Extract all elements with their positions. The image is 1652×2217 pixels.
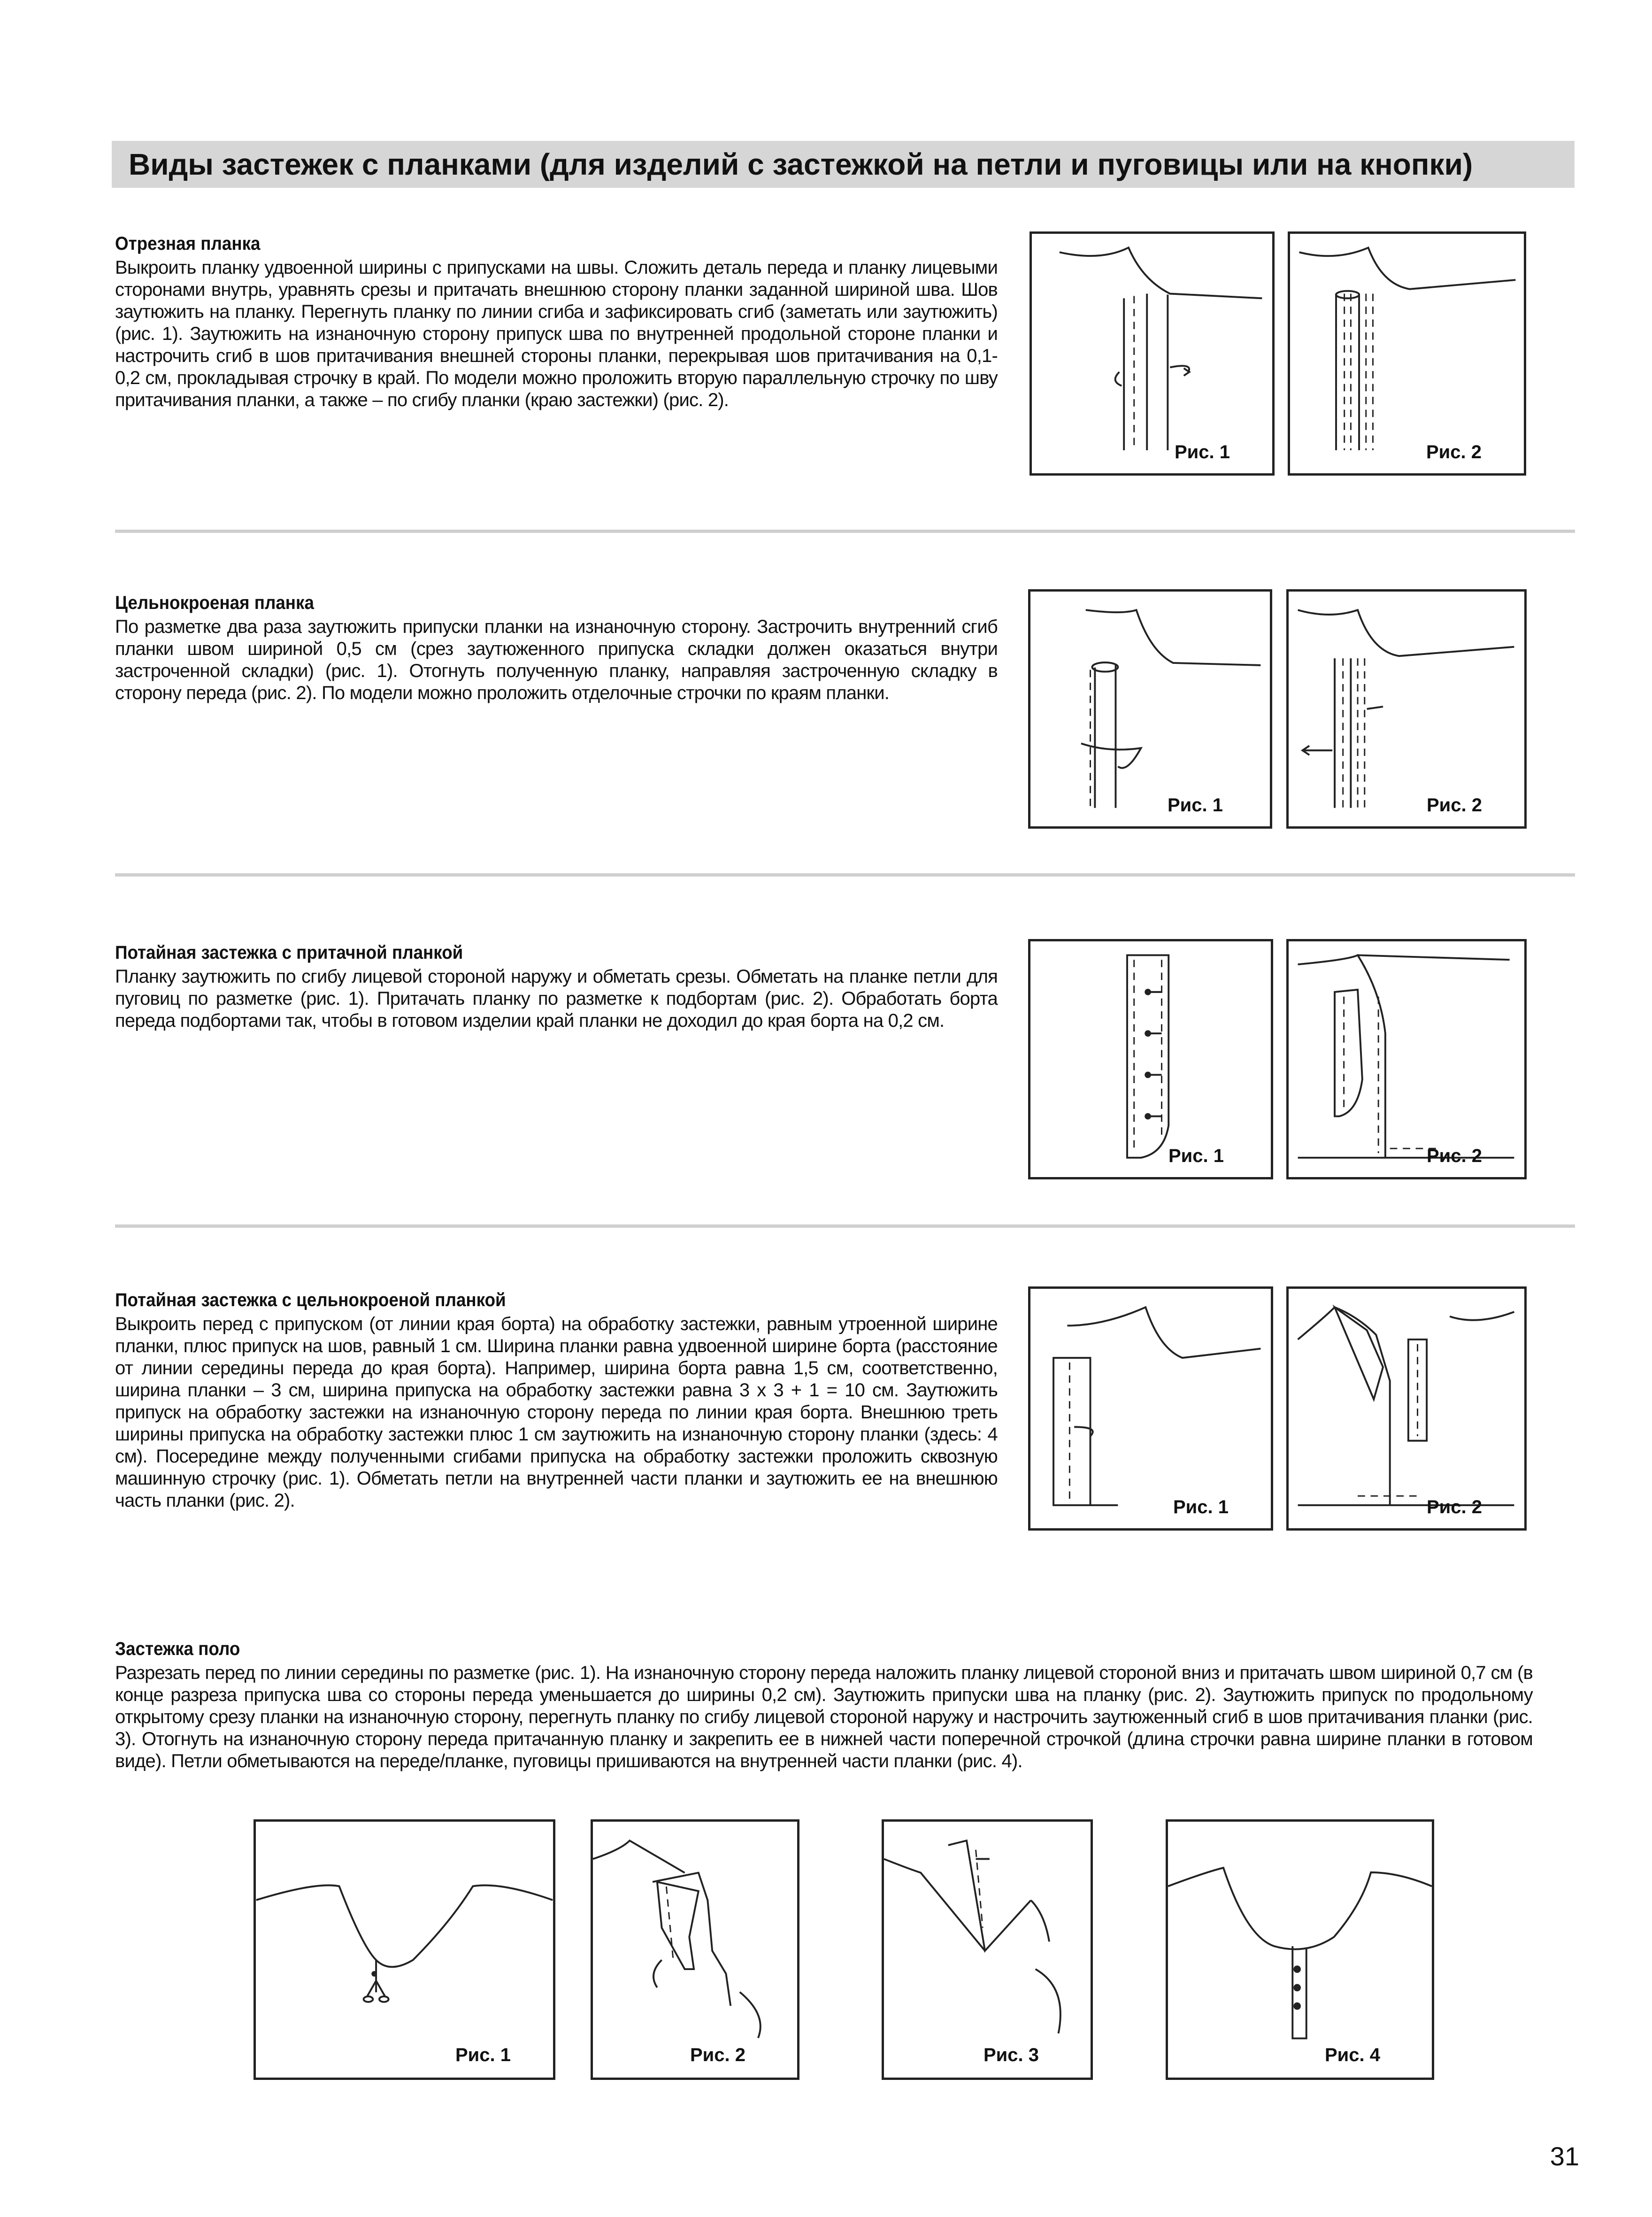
cut-placket-fig1-drawing bbox=[1032, 234, 1272, 473]
figure-label: Рис. 4 bbox=[1325, 2045, 1380, 2065]
header-bar bbox=[112, 141, 1575, 188]
figure-label: Рис. 1 bbox=[1173, 1497, 1229, 1517]
figure-polo-2 bbox=[591, 1819, 799, 2080]
figure-label: Рис. 2 bbox=[1426, 442, 1482, 462]
figure-hidden-one-piece-placket-1 bbox=[1028, 1286, 1273, 1531]
figure-polo-4 bbox=[1166, 1819, 1434, 2080]
hidden-sewn-placket-fig1-drawing bbox=[1030, 941, 1271, 1177]
section-polo-placket bbox=[115, 1638, 1533, 1772]
section-text: Выкроить перед с припуском (от линии края борта) на обработку застежки, равным утроенной ширине планки, плюс припуск на шов, равный 1 см. Ширина планки равна удвоенной ширине борта (расстояние от линии середины переда до края борта). Например, ширина борта равна 1,5 см, соответственно, ширина планки – 3 см, ширина припуска на обработку застежки равна 3 х 3 + 1 = 10 см. Заутюжить припуск на обработку застежки на изнаночную сторону переда по линии края борта. Внешнюю треть ширины припуска на обработку застежки плюс 1 см заутюжить на изнаночную сторону планки (здесь: 4 см). Посередине между полученными сгибами припуска на обработку застежки проложить сквозную машинную строчку (рис. 1). Обметать петли на внутренней части планки и заутюжить ее на внешнюю часть планки (рис. 2). bbox=[115, 1314, 998, 1511]
polo-fig2-drawing bbox=[593, 1822, 797, 2078]
section-text: Планку заутюжить по сгибу лицевой стороной наружу и обметать срезы. Обметать на планке петли для пуговиц по разметке (рис. 1). Притачать планку по разметке к подбортам (рис. 2). Обработать борта переда подбортами так, чтобы в готовом изделии край планки не доходил до края борта на 0,2 см. bbox=[115, 966, 998, 1031]
figure-label: Рис. 1 bbox=[1168, 1146, 1224, 1166]
cut-placket-fig2-drawing bbox=[1290, 234, 1524, 473]
section-title: Застежка поло bbox=[115, 1639, 240, 1659]
section-divider bbox=[115, 873, 1575, 877]
hidden-sewn-placket-fig2-drawing bbox=[1289, 941, 1524, 1177]
figure-cut-placket-2 bbox=[1288, 231, 1526, 476]
figure-label: Рис. 1 bbox=[455, 2045, 511, 2065]
section-divider bbox=[115, 530, 1575, 533]
figure-label: Рис. 1 bbox=[1168, 795, 1223, 816]
section-cut-placket bbox=[115, 232, 998, 411]
figure-label: Рис. 2 bbox=[1427, 795, 1482, 816]
figure-label: Рис. 1 bbox=[1175, 442, 1230, 462]
figure-polo-3 bbox=[882, 1819, 1093, 2080]
page-title: Виды застежек с планками (для изделий с застежкой на петли и пуговицы или на кнопки) bbox=[129, 147, 1473, 181]
section-text: Выкроить планку удвоенной ширины с припусками на швы. Сложить деталь переда и планку лицевыми сторонами внутрь, уравнять срезы и притачать внешнюю сторону планки заданной шириной шва. Шов заутюжить на планку. Перегнуть планку по линии сгиба и зафиксировать сгиб (заметать или заутюжить) (рис. 1). Заутюжить на изнаночную сторону припуск шва по внутренней продольной стороне планки и настрочить сгиб в шов притачивания внешней стороны планки, перекрывая шов притачивания на 0,1-0,2 см, прокладывая строчку в край. По модели можно проложить вторую параллельную строчку по шву притачивания планки, а также – по сгибу планки (краю застежки) (рис. 2). bbox=[115, 257, 998, 410]
hidden-one-piece-placket-fig2-drawing bbox=[1289, 1289, 1524, 1528]
figure-one-piece-placket-2 bbox=[1286, 589, 1527, 829]
page-number: 31 bbox=[1550, 2141, 1579, 2171]
one-piece-placket-fig1-drawing bbox=[1030, 592, 1270, 826]
section-divider bbox=[115, 1224, 1575, 1228]
section-text: По разметке два раза заутюжить припуски планки на изнаночную сторону. Застрочить внутренний сгиб планки швом шириной 0,5 см (срез заутюженного припуска складки должен оказаться внутри застроченной складки) (рис. 1). Отогнуть полученную планку, направляя застроченную складку в сторону переда (рис. 2). По модели можно проложить отделочные строчки по краям планки. bbox=[115, 616, 998, 703]
figure-hidden-one-piece-placket-2 bbox=[1286, 1286, 1527, 1531]
section-text: Разрезать перед по линии середины по разметке (рис. 1). На изнаночную сторону переда наложить планку лицевой стороной вниз и притачать швом шириной 0,7 см (в конце разреза припуска шва со стороны переда уменьшается до ширины 0,2 см). Заутюжить припуски шва на планку (рис. 2). Заутюжить припуск по продольному открытому срезу планки на изнаночную сторону, перегнуть планку по сгибу лицевой стороной наружу и настрочить заутюженный сгиб в шов притачивания планки (рис. 3). Отогнуть на изнаночную сторону переда притачанную планку и закрепить ее в нижней части поперечной строчкой (длина строчки равна ширине планки в готовом виде). Петли обметываются на переде/планке, пуговицы пришиваются на внутренней части планки (рис. 4). bbox=[115, 1663, 1533, 1771]
section-title: Потайная застежка с притачной планкой bbox=[115, 942, 463, 963]
section-hidden-sewn-placket bbox=[115, 941, 998, 1032]
section-title: Цельнокроеная планка bbox=[115, 593, 314, 613]
figure-hidden-sewn-placket-2 bbox=[1286, 939, 1527, 1179]
figure-label: Рис. 3 bbox=[984, 2045, 1039, 2065]
figure-one-piece-placket-1 bbox=[1028, 589, 1272, 829]
figure-label: Рис. 2 bbox=[690, 2045, 745, 2065]
polo-fig4-drawing bbox=[1168, 1822, 1432, 2078]
polo-fig1-drawing bbox=[256, 1822, 553, 2078]
section-title: Потайная застежка с цельнокроеной планкой bbox=[115, 1290, 506, 1310]
section-title: Отрезная планка bbox=[115, 233, 261, 254]
section-one-piece-placket bbox=[115, 592, 998, 704]
figure-label: Рис. 2 bbox=[1427, 1497, 1482, 1517]
hidden-one-piece-placket-fig1-drawing bbox=[1030, 1289, 1271, 1528]
figure-hidden-sewn-placket-1 bbox=[1028, 939, 1273, 1179]
figure-polo-1 bbox=[254, 1819, 555, 2080]
figure-label: Рис. 2 bbox=[1427, 1146, 1482, 1166]
polo-fig3-drawing bbox=[884, 1822, 1091, 2078]
figure-cut-placket-1 bbox=[1030, 231, 1275, 476]
one-piece-placket-fig2-drawing bbox=[1289, 592, 1524, 826]
section-hidden-one-piece-placket bbox=[115, 1289, 998, 1512]
